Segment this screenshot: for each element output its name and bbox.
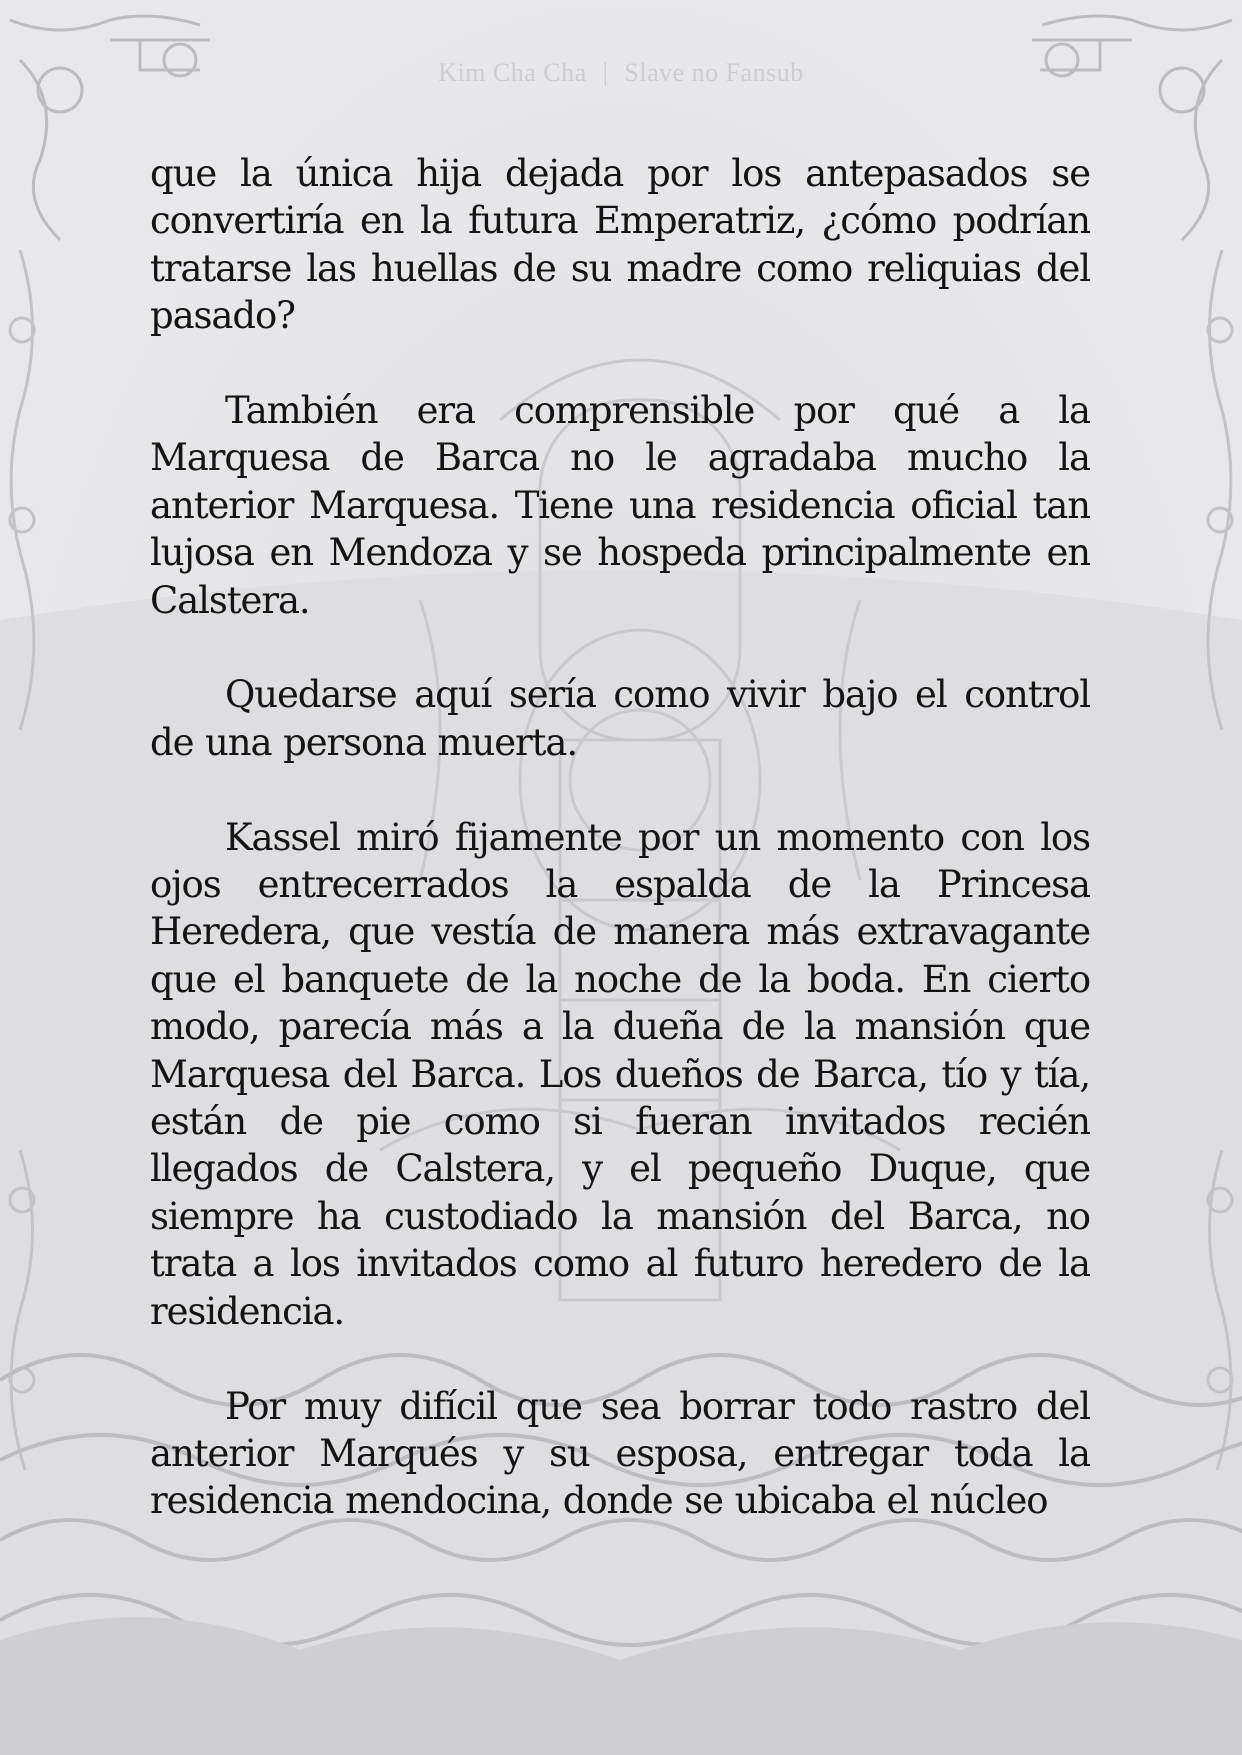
header-separator: | (602, 58, 609, 87)
body-text (150, 150, 1090, 1525)
paragraph: Por muy difícil que sea borrar todo rastro del anterior Marqués y su esposa, entregar toda la residencia mendocina, donde se ubicaba el núcleo (150, 1384, 1090, 1523)
paragraph: Kassel miró fijamente por un momento con los ojos entrecerrados la espalda de la Princesa Heredera, que vestía de manera más extravagante que el banquete de la noche de la boda. En cierto modo, parecía más a la dueña de la mansión que Marquesa del Barca. Los dueños de Barca, tío y tía, están de pie como si fueran invitados recién llegados de Calstera, y el pequeño Duque, que siempre ha custodiado la mansión del Barca, no trata a los invitados como al futuro heredero de la residencia. (150, 815, 1090, 1333)
paragraph: que la única hija dejada por los antepasados se convertiría en la futura Emperatriz, ¿cómo podrían tratarse las huellas de su madre como reliquias del pasado? (150, 152, 1090, 338)
header-right-text: Slave no Fansub (624, 58, 804, 87)
page-header (0, 58, 1242, 88)
paragraph: Quedarse aquí sería como vivir bajo el control de una persona muerta. (150, 673, 1090, 764)
paragraph: También era comprensible por qué a la Marquesa de Barca no le agradaba mucho la anterior Marquesa. Tiene una residencia oficial tan lujosa en Mendoza y se hospeda principalmente en Calstera. (150, 389, 1090, 622)
header-left-text: Kim Cha Cha (438, 58, 587, 87)
